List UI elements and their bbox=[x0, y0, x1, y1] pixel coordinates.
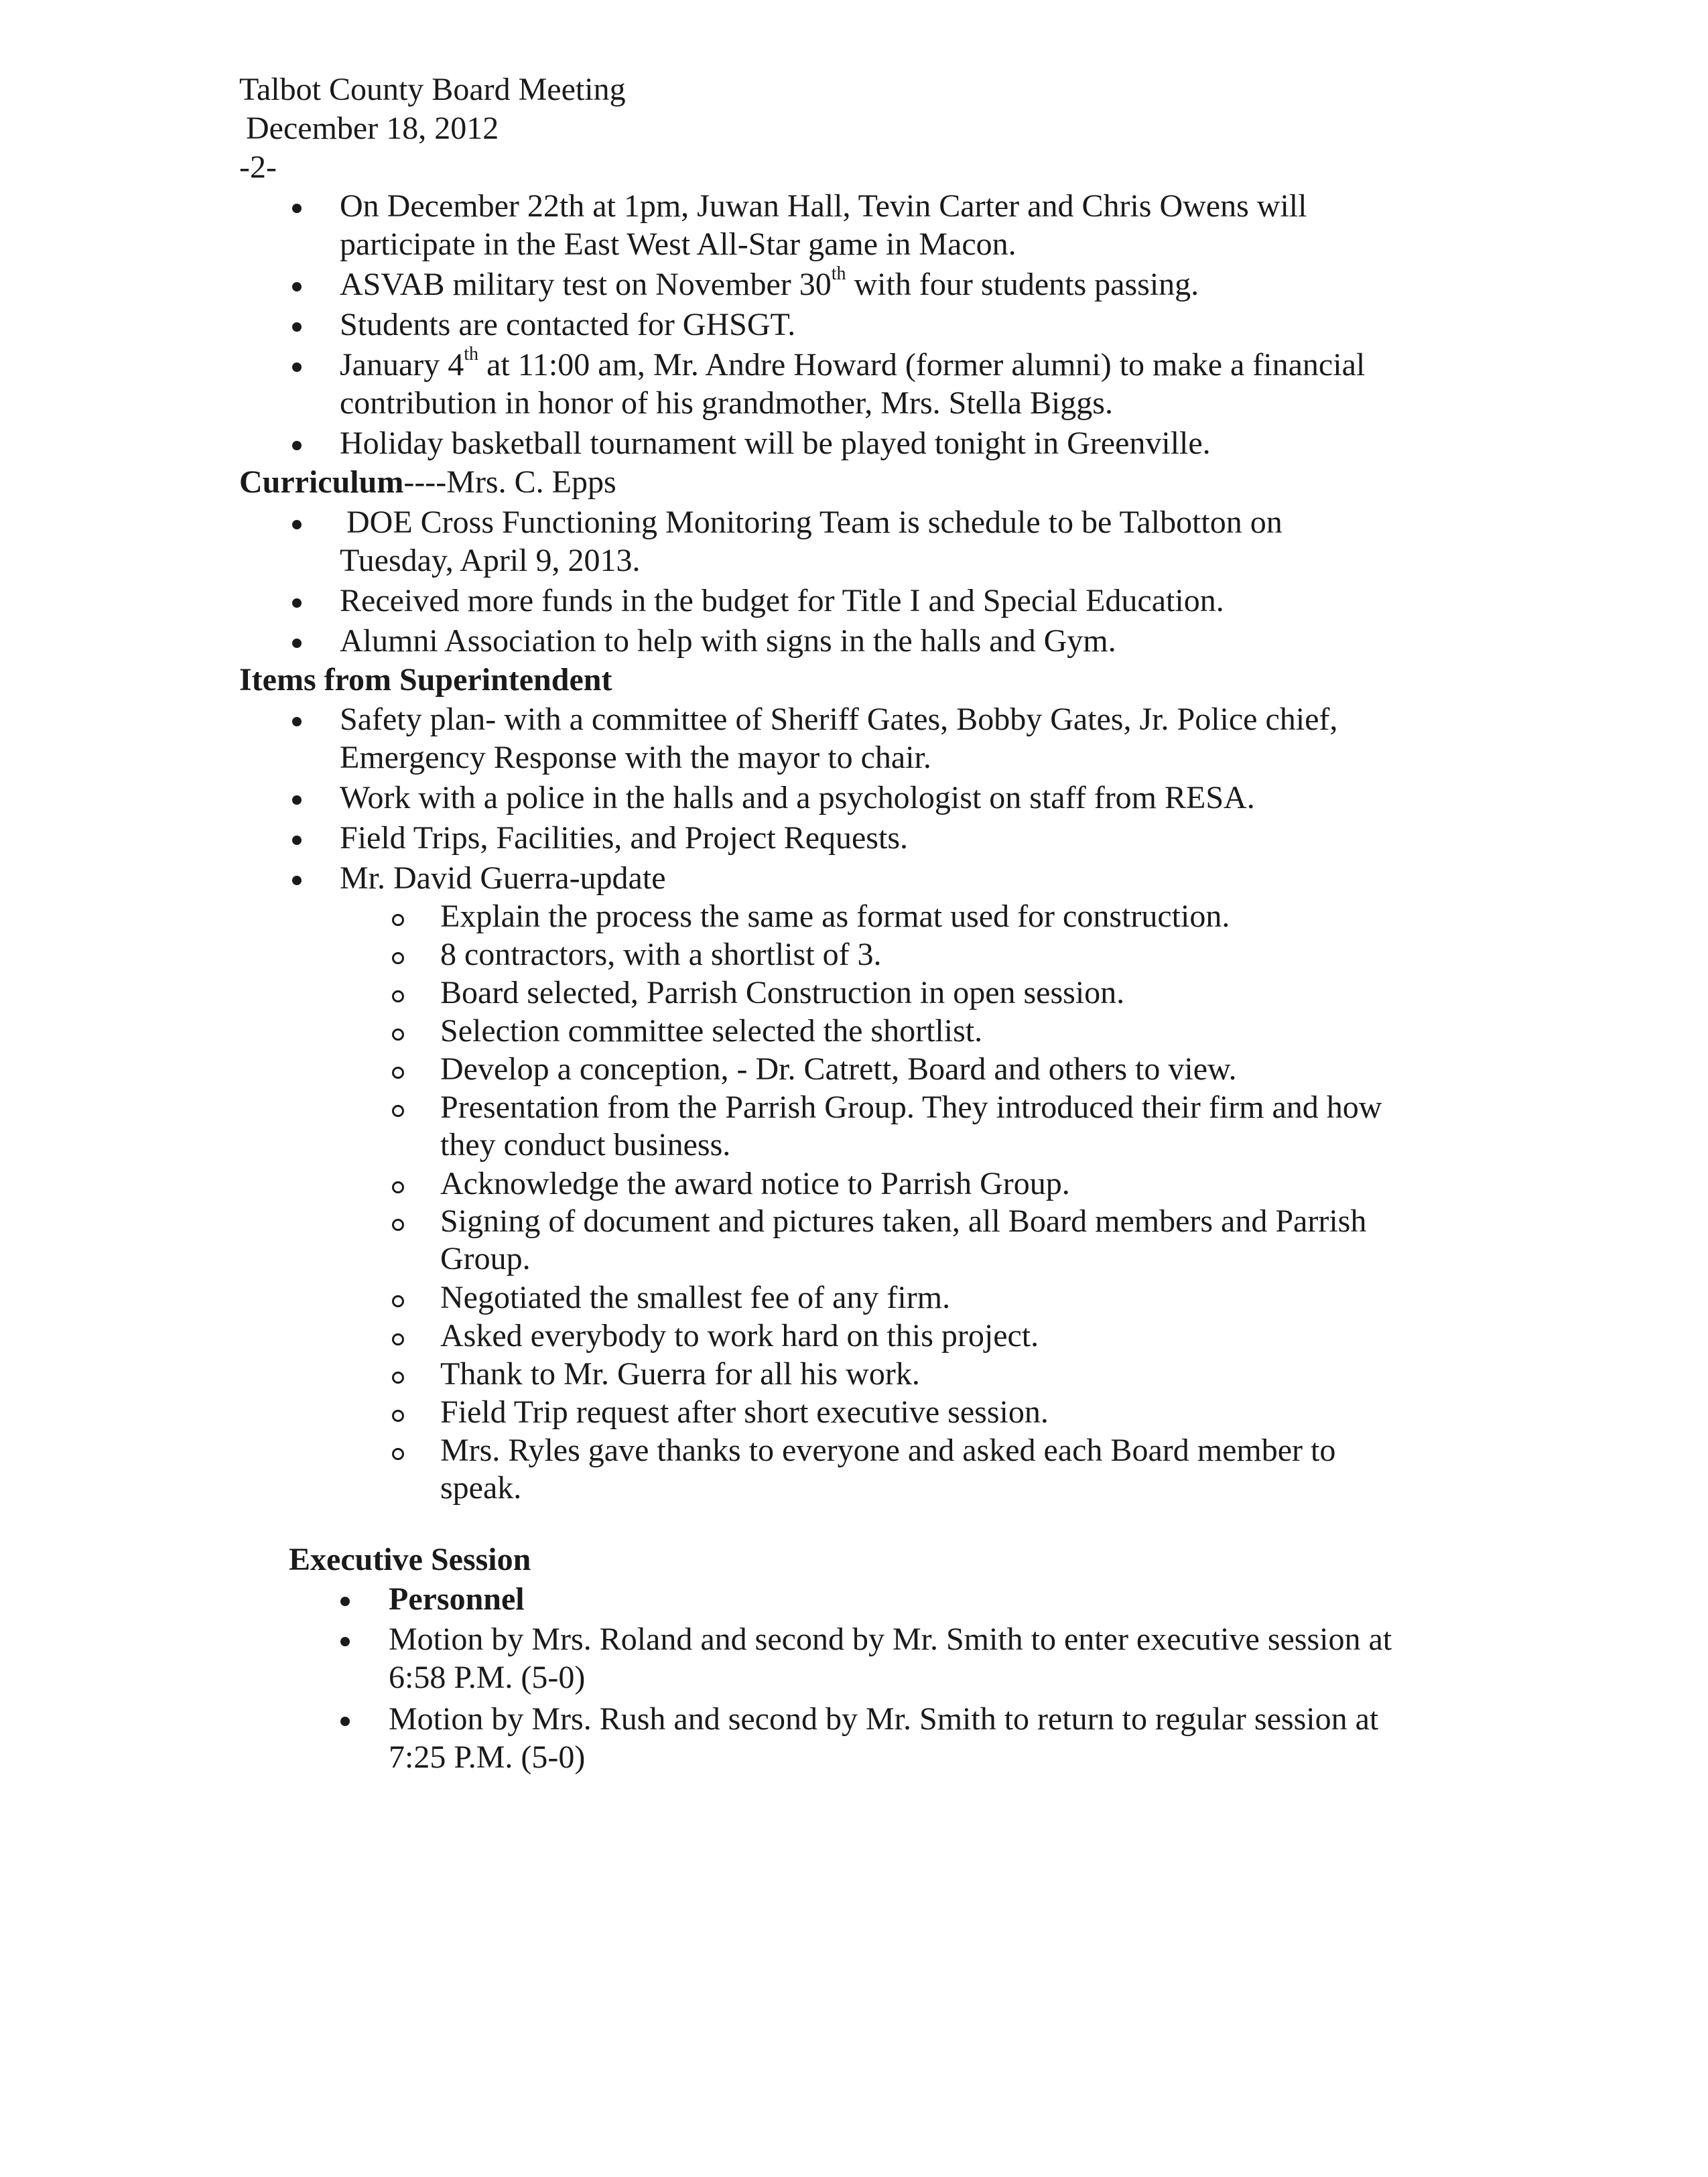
sub-list-item-continuation: speak. bbox=[440, 1470, 522, 1506]
list-item-continuation: contribution in honor of his grandmother, Mrs. Stella Biggs. bbox=[340, 385, 1113, 421]
list-item: ASVAB military test on November 30th with four students passing. bbox=[340, 263, 1199, 302]
list-item: Motion by Mrs. Rush and second by Mr. Smith to return to regular session at bbox=[389, 1701, 1379, 1737]
bullet-icon bbox=[292, 598, 302, 608]
list-item: January 4th at 11:00 am, Mr. Andre Howard (former alumni) to make a financial bbox=[340, 344, 1366, 383]
sub-list-item: Thank to Mr. Guerra for all his work. bbox=[440, 1356, 920, 1392]
sub-bullet-icon bbox=[392, 990, 404, 1002]
sub-list-item: Mrs. Ryles gave thanks to everyone and asked each Board member to bbox=[440, 1433, 1336, 1468]
sub-bullet-icon bbox=[392, 1333, 404, 1345]
list-item: Students are contacted for GHSGT. bbox=[340, 307, 796, 342]
list-item: Alumni Association to help with signs in the halls and Gym. bbox=[340, 623, 1116, 659]
bullet-icon bbox=[292, 520, 302, 529]
list-item: Field Trips, Facilities, and Project Requests. bbox=[340, 820, 908, 856]
sub-bullet-icon bbox=[392, 1448, 404, 1460]
bullet-icon bbox=[292, 282, 302, 291]
bullet-icon bbox=[340, 1597, 350, 1606]
bullet-icon bbox=[292, 795, 302, 805]
sub-list-item: 8 contractors, with a shortlist of 3. bbox=[440, 937, 882, 972]
bullet-icon bbox=[340, 1637, 350, 1646]
bullet-icon bbox=[292, 322, 302, 332]
sub-bullet-icon bbox=[392, 1067, 404, 1079]
sub-list-item: Develop a conception, - Dr. Catrett, Board and others to view. bbox=[440, 1051, 1237, 1087]
sub-list-item-continuation: Group. bbox=[440, 1241, 531, 1276]
list-item: Safety plan- with a committee of Sheriff Gates, Bobby Gates, Jr. Police chief, bbox=[340, 702, 1338, 737]
sub-bullet-icon bbox=[392, 1219, 404, 1231]
sub-list-item: Presentation from the Parrish Group. They introduced their firm and how bbox=[440, 1090, 1382, 1125]
sub-bullet-icon bbox=[392, 1029, 404, 1041]
list-item: DOE Cross Functioning Monitoring Team is schedule to be Talbotton on bbox=[346, 505, 1283, 540]
section-heading-executive: Executive Session bbox=[289, 1542, 531, 1577]
sub-list-item: Field Trip request after short executive session. bbox=[440, 1394, 1049, 1430]
sub-bullet-icon bbox=[392, 1105, 404, 1117]
bullet-icon bbox=[292, 717, 302, 726]
list-item: Work with a police in the halls and a psychologist on staff from RESA. bbox=[340, 780, 1255, 815]
list-item-continuation: Emergency Response with the mayor to chair. bbox=[340, 740, 931, 775]
list-item: Holiday basketball tournament will be played tonight in Greenville. bbox=[340, 425, 1211, 461]
sub-list-item: Asked everybody to work hard on this project. bbox=[440, 1318, 1039, 1354]
bullet-icon bbox=[292, 204, 302, 213]
meeting-date: December 18, 2012 bbox=[246, 111, 499, 146]
sub-bullet-icon bbox=[392, 1181, 404, 1193]
bullet-icon bbox=[292, 441, 302, 450]
bullet-icon bbox=[292, 639, 302, 648]
list-item-continuation: 7:25 P.M. (5-0) bbox=[389, 1739, 586, 1775]
section-heading-curriculum: Curriculum----Mrs. C. Epps bbox=[239, 464, 616, 500]
bullet-icon bbox=[292, 836, 302, 845]
sub-list-item: Selection committee selected the shortlist. bbox=[440, 1013, 983, 1049]
list-item-continuation: participate in the East West All-Star game in Macon. bbox=[340, 226, 1016, 262]
bullet-icon bbox=[292, 876, 302, 885]
sub-bullet-icon bbox=[392, 1372, 404, 1384]
bullet-icon bbox=[292, 362, 302, 372]
sub-bullet-icon bbox=[392, 1295, 404, 1307]
bullet-icon bbox=[340, 1717, 350, 1726]
sub-bullet-icon bbox=[392, 1410, 404, 1422]
sub-list-item: Board selected, Parrish Construction in open session. bbox=[440, 975, 1125, 1010]
sub-bullet-icon bbox=[392, 914, 404, 926]
document-title: Talbot County Board Meeting bbox=[239, 72, 626, 107]
page-number: -2- bbox=[239, 149, 277, 185]
list-item-continuation: Tuesday, April 9, 2013. bbox=[340, 543, 641, 578]
sub-list-item-continuation: they conduct business. bbox=[440, 1127, 731, 1163]
section-heading-superintendent: Items from Superintendent bbox=[239, 662, 612, 698]
list-item: Motion by Mrs. Roland and second by Mr. Smith to enter executive session at bbox=[389, 1622, 1392, 1657]
list-item-continuation: 6:58 P.M. (5-0) bbox=[389, 1660, 586, 1695]
sub-bullet-icon bbox=[392, 952, 404, 964]
list-item: On December 22th at 1pm, Juwan Hall, Tevin Carter and Chris Owens will bbox=[340, 188, 1307, 224]
sub-list-item: Negotiated the smallest fee of any firm. bbox=[440, 1280, 951, 1315]
list-item: Mr. David Guerra-update bbox=[340, 860, 666, 896]
list-item: Received more funds in the budget for Title I and Special Education. bbox=[340, 583, 1224, 618]
sub-list-item: Explain the process the same as format used for construction. bbox=[440, 899, 1230, 934]
sub-list-item: Signing of document and pictures taken, all Board members and Parrish bbox=[440, 1203, 1367, 1239]
list-item: Personnel bbox=[389, 1581, 525, 1617]
sub-list-item: Acknowledge the award notice to Parrish Group. bbox=[440, 1166, 1070, 1201]
